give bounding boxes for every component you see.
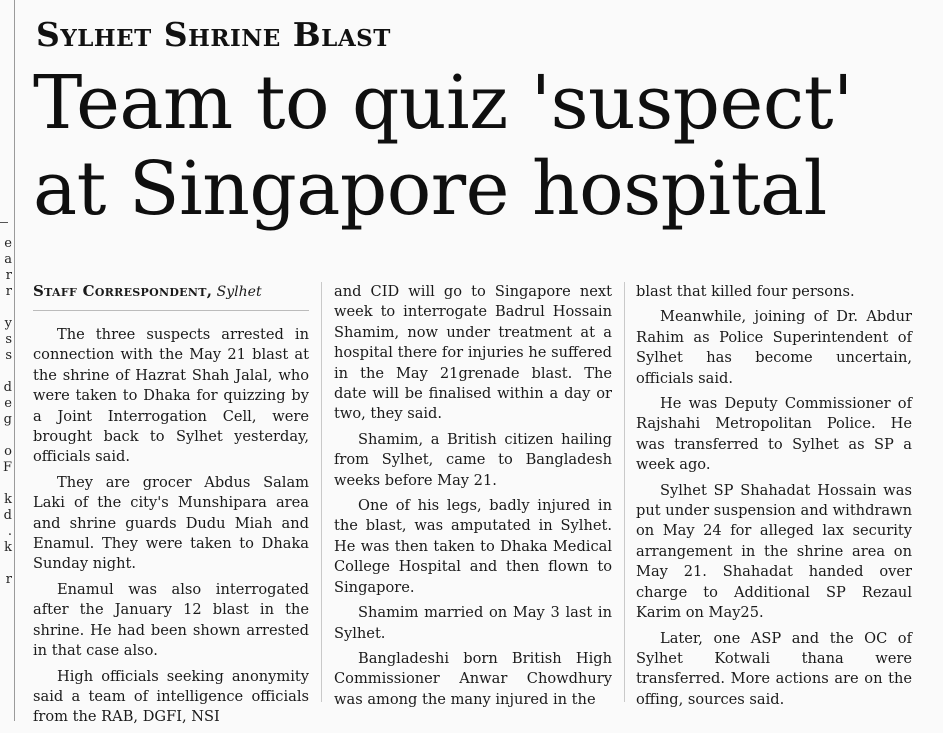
paragraph: blast that killed four persons.	[636, 283, 855, 300]
margin-letter: y	[4, 316, 12, 331]
paragraph: Later, one ASP and the OC of Sylhet Kotwali thana were transferred. More actions are on the offing, sources said.	[636, 629, 912, 708]
column-rule	[321, 282, 322, 702]
margin-letter: d	[3, 380, 12, 395]
margin-letter: g	[3, 412, 12, 427]
byline-name: Staff Correspondent,	[33, 282, 213, 300]
article-column-1	[33, 282, 309, 733]
margin-letter: d	[3, 508, 12, 523]
margin-letter: a	[4, 252, 12, 267]
paragraph: Sylhet SP Shahadat Hossain was put under suspension and withdrawn on May 24 for alleged lax security arrangement in the shrine area on May 21. Shahadat handed over charge to Additional SP Rezaul Karim on May25.	[636, 481, 912, 622]
paragraph: One of his legs, badly injured in the blast, was amputated in Sylhet. He was then taken to Dhaka Medical College Hospital and then flown to Singapore.	[334, 497, 612, 596]
paragraph: High officials seeking anonymity said a team of intelligence officials from the RAB, DGFI, NSI	[33, 667, 309, 726]
column-rule	[624, 282, 625, 702]
margin-rule	[0, 222, 8, 223]
margin-letter	[0, 300, 12, 316]
paragraph: Enamul was also interrogated after the January 12 blast in the shrine. He had been shown arrested in that case also.	[33, 580, 309, 660]
margin-letter: r	[5, 268, 12, 283]
headline-line-1: Team to quiz 'suspect'	[33, 60, 853, 146]
headline	[33, 60, 933, 232]
paragraph: The three suspects arrested in connection with the May 21 blast at the shrine of Hazrat Shah Jalal, who were taken to Dhaka for quizzing by a Joint Interrogation Cell, were brought back to Sylhet yesterday, officials said.	[33, 326, 309, 466]
adjacent-story-margin	[0, 0, 15, 721]
byline	[33, 282, 309, 311]
headline-line-2: at Singapore hospital	[33, 146, 827, 232]
paragraph: Shamim married on May 3 last in Sylhet.	[334, 604, 612, 642]
margin-letter: s	[5, 348, 12, 363]
margin-letter: e	[4, 236, 12, 251]
margin-letter: k	[4, 540, 12, 555]
margin-letter: s	[5, 332, 12, 347]
margin-letters	[0, 236, 12, 588]
paragraph: and CID will go to Singapore next week to interrogate Badrul Hossain Shamim, now under treatment at a hospital there for injuries he suffered in the May 21grenade blast. The date will be finalised within a day or two, they said.	[334, 283, 612, 423]
margin-letter: e	[4, 396, 12, 411]
section-kicker: Sylhet Shrine Blast	[36, 15, 391, 54]
margin-letter	[0, 428, 12, 444]
margin-letter: r	[5, 572, 12, 587]
paragraph: Shamim, a British citizen hailing from Sylhet, came to Bangladesh weeks before May 21.	[334, 430, 612, 489]
article-column-3	[636, 282, 912, 715]
margin-letter	[0, 476, 12, 492]
paragraph: Bangladeshi born British High Commissioner Anwar Chowdhury was among the many injured in the	[334, 649, 612, 708]
margin-letter	[0, 364, 12, 380]
article-column-2	[334, 282, 612, 715]
byline-place: Sylhet	[216, 284, 262, 300]
margin-letter	[0, 556, 12, 572]
paragraph: Meanwhile, joining of Dr. Abdur Rahim as Police Superintendent of Sylhet has become uncertain, officials said.	[636, 308, 912, 387]
margin-letter: F	[2, 460, 12, 475]
margin-letter: r	[5, 284, 12, 299]
margin-letter: o	[4, 444, 12, 459]
paragraph: He was Deputy Commissioner of Rajshahi Metropolitan Police. He was transferred to Sylhet as SP a week ago.	[636, 395, 912, 474]
margin-letter: .	[7, 524, 12, 539]
paragraph: They are grocer Abdus Salam Laki of the city's Munshipara area and shrine guards Dudu Miah and Enamul. They were taken to Dhaka Sunday night.	[33, 473, 309, 573]
margin-letter: k	[4, 492, 12, 507]
